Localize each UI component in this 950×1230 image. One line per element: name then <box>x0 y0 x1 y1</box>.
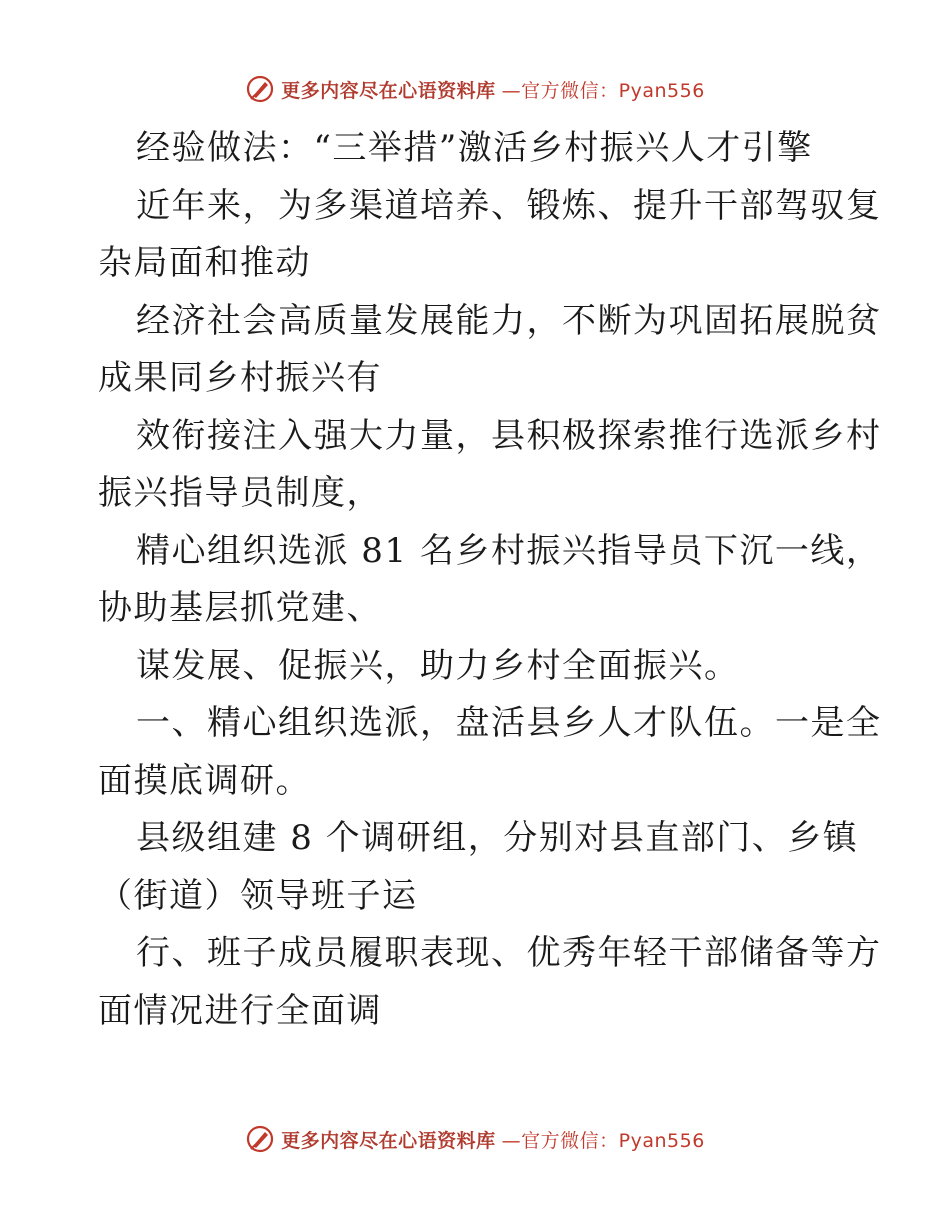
text-line: 行、班子成员履职表现、优秀年轻干部储备等方 <box>136 933 882 973</box>
quill-logo-icon <box>245 1124 275 1154</box>
watermark-brand: 更多内容尽在心语资料库 <box>281 1129 496 1152</box>
watermark-contact: —官方微信：Pyan556 <box>501 1129 705 1152</box>
text-line: 效衔接注入强大力量，县积极探索推行选派乡村 <box>136 415 882 456</box>
watermark-contact: —官方微信：Pyan556 <box>501 79 705 102</box>
text-line: （街道）领导班子运 <box>98 875 418 916</box>
doc-title: 经验做法：“三举措”激活乡村振兴人才引擎 <box>136 128 813 168</box>
document-body <box>98 120 882 1040</box>
text-line: 面情况进行全面调 <box>98 990 382 1031</box>
watermark-brand: 更多内容尽在心语资料库 <box>281 79 496 102</box>
text-line: 谋发展、促振兴，助力乡村全面振兴。 <box>136 645 740 686</box>
text-line: 振兴指导员制度， <box>98 473 382 513</box>
text-line: 协助基层抓党建、 <box>98 588 382 628</box>
text-line: 精心组织选派 81 名乡村振兴指导员下沉一线， <box>136 530 882 571</box>
section-heading-line: 一、精心组织选派，盘活县乡人才队伍。一是全 <box>136 703 882 743</box>
text-line: 面摸底调研。 <box>98 760 311 801</box>
quill-logo-icon <box>245 74 275 104</box>
text-line: 县级组建 8 个调研组，分别对县直部门、乡镇 <box>136 818 859 858</box>
watermark-footer <box>0 1124 950 1154</box>
text-line: 杂局面和推动 <box>98 243 311 283</box>
watermark-header <box>0 74 950 104</box>
text-line: 经济社会高质量发展能力，不断为巩固拓展脱贫 <box>136 300 882 341</box>
text-line: 近年来，为多渠道培养、锻炼、提升干部驾驭复 <box>136 185 882 226</box>
text-line: 成果同乡村振兴有 <box>98 358 382 398</box>
